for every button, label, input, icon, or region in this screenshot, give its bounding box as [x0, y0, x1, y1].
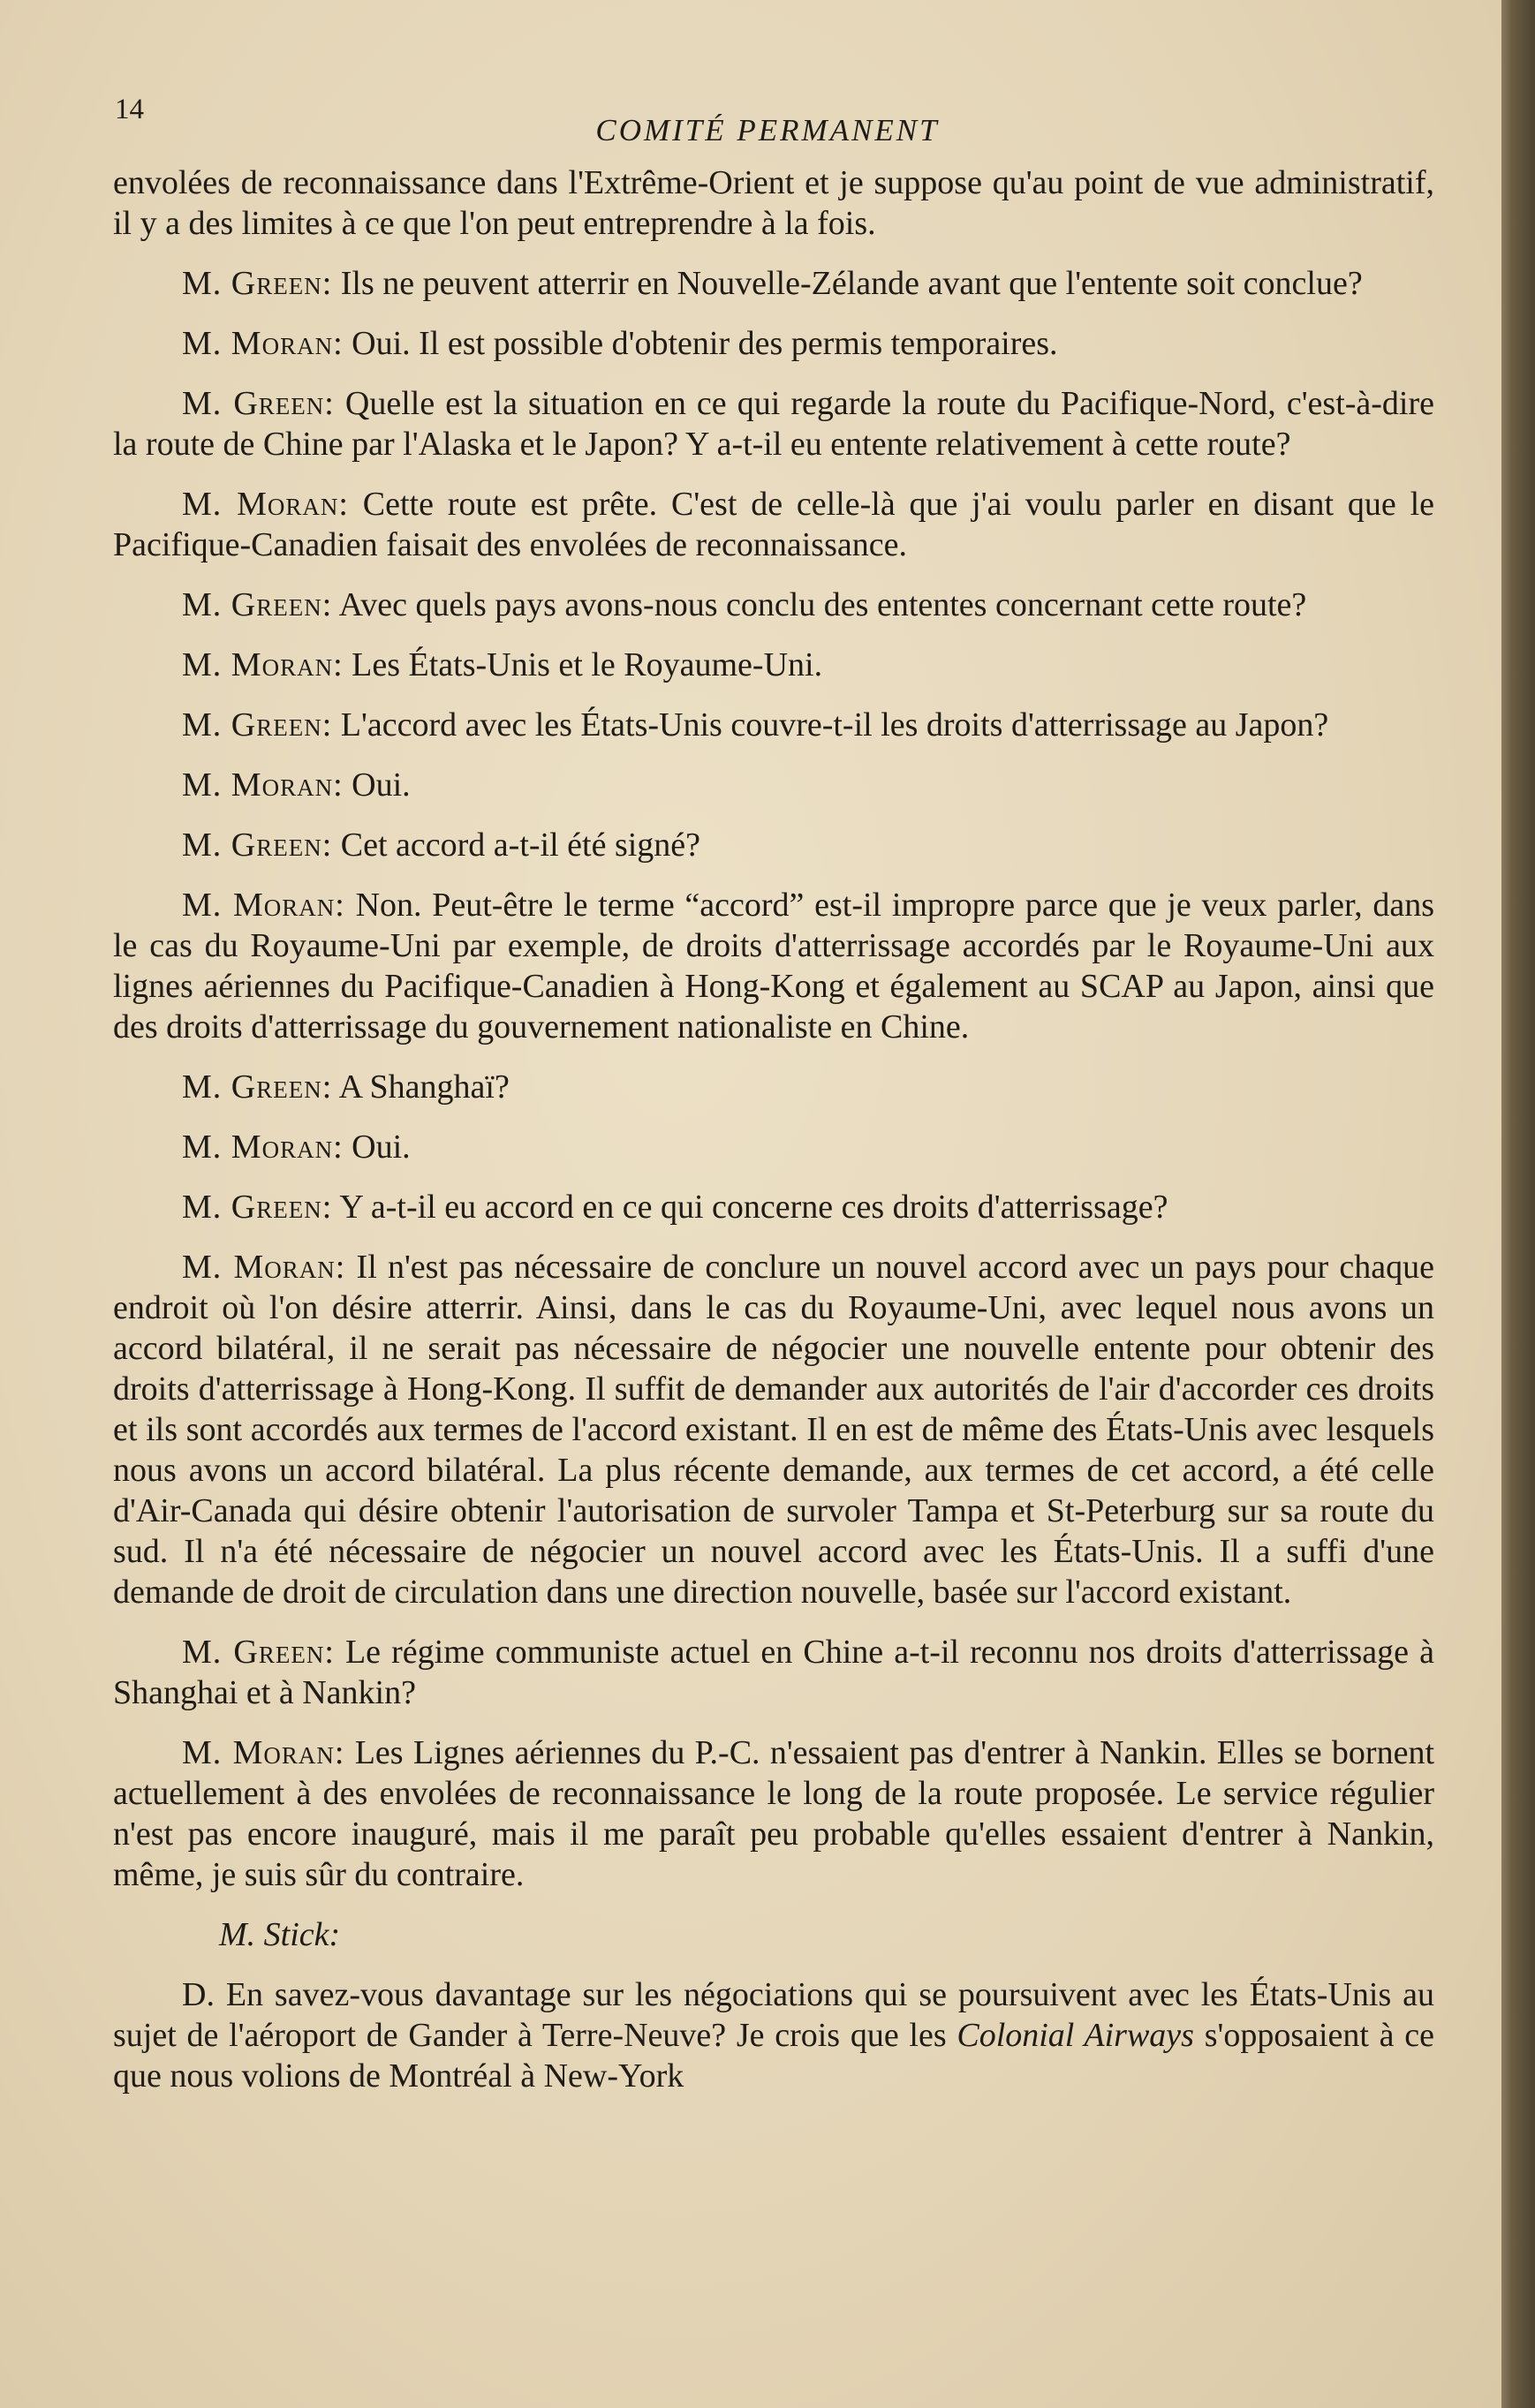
paragraph-10: M. Moran: Non. Peut-être le terme “accord” est-il impropre parce que je veux parler, dans le cas du Royaume-Uni par exemple, de droits d'atterrissage accordés par le Royaume-Uni aux lignes aériennes du Pacifique-Canadien à Hong-Kong et également au SCAP au Japon, ainsi que des droits d'atterrissage du gouvernement nationaliste en Chine.: [113, 887, 1435, 1045]
paragraph-12: M. Moran: Oui.: [182, 1129, 411, 1166]
paragraph-4: M. Moran: Cette route est prête. C'est de celle-là que j'ai voulu parler en disant que le Pacifique-Canadien faisait des envolées de reconnaissance.: [113, 486, 1434, 563]
running-head: COMITÉ PERMANENT: [595, 113, 940, 147]
paragraph-6: M. Moran: Les États-Unis et le Royaume-Uni.: [182, 646, 823, 683]
speaker: M. Green:: [182, 1068, 333, 1106]
paragraph-13: M. Green: Y a-t-il eu accord en ce qui concerne ces droits d'atterrissage?: [182, 1189, 1168, 1226]
paragraph-3: M. Green: Quelle est la situation en ce qui regarde la route du Pacifique-Nord, c'est-à-dire la route de Chine par l'Alaska et le Japon? Y a-t-il eu entente relativement à cette route?: [113, 385, 1435, 463]
speaker: M. Green:: [182, 1189, 333, 1226]
page-number: 14: [115, 94, 144, 125]
speaker: M. Moran:: [182, 325, 344, 362]
speaker: M. Moran:: [182, 1734, 345, 1771]
paragraph-14: M. Moran: Il n'est pas nécessaire de conclure un nouvel accord avec un pays pour chaque endroit où l'on désire atterrir. Ainsi, dans le cas du Royaume-Uni, avec lequel nous avons un accord bilatéral, il ne serait pas nécessaire de négocier une nouvelle entente pour obtenir des droits d'atterrissage à Hong-Kong. Il suffit de demander aux autorités de l'air d'accorder ces droits et ils sont accordés aux termes de l'accord existant. Il en est de même des États-Unis avec lesquels nous avons un accord bilatéral. La plus récente demande, aux termes de cet accord, a été celle d'Air-Canada qui désire obtenir l'autorisation de survoler Tampa et St-Peterburg sur sa route du sud. Il n'a été nécessaire de négocier un nouvel accord avec les États-Unis. Il a suffi d'une demande de droit de circulation dans une direction nouvelle, basée sur l'accord existant.: [113, 1249, 1435, 1611]
speaker: M. Moran:: [182, 646, 344, 683]
paragraph-11: M. Green: A Shanghaï?: [182, 1068, 510, 1106]
speaker: M. Green:: [182, 1634, 335, 1671]
paragraph-8: M. Moran: Oui.: [182, 766, 411, 804]
speaker: M. Moran:: [182, 887, 345, 924]
speaker: M. Green:: [182, 586, 333, 623]
speaker: M. Green:: [182, 385, 335, 422]
paragraph-15: M. Green: Le régime communiste actuel en Chine a-t-il reconnu nos droits d'atterrissage à Shanghai et à Nankin?: [113, 1634, 1434, 1711]
airline-name: Colonial Airways: [957, 2017, 1194, 2054]
paragraph-last: D. En savez-vous davantage sur les négociations qui se poursuivent avec les États-Unis au sujet de l'aéroport de Gander à Terre-Neuve? Je crois que les Colonial Airways s'opposaient à ce que nous volions de Montréal à New-York: [113, 1976, 1435, 2095]
paragraph-5: M. Green: Avec quels pays avons-nous conclu des ententes concernant cette route?: [182, 586, 1307, 623]
speaker: M. Moran:: [182, 1129, 344, 1166]
book-binding-edge: [1501, 0, 1535, 2408]
speaker: M. Green:: [182, 827, 333, 864]
paragraph-2: M. Moran: Oui. Il est possible d'obtenir des permis temporaires.: [182, 325, 1058, 362]
paragraph-1: M. Green: Ils ne peuvent atterrir en Nouvelle-Zélande avant que l'entente soit conclue?: [182, 265, 1363, 302]
speaker: M. Moran:: [182, 486, 349, 523]
speaker: M. Moran:: [182, 766, 344, 804]
section-heading: M. Stick:: [219, 1916, 341, 1953]
paragraph-0: envolées de reconnaissance dans l'Extrême-Orient et je suppose qu'au point de vue administratif, il y a des limites à ce que l'on peut entreprendre à la fois.: [113, 164, 1434, 242]
speaker: M. Green:: [182, 265, 333, 302]
paragraph-9: M. Green: Cet accord a-t-il été signé?: [182, 827, 701, 864]
body-text: [113, 162, 1434, 2116]
paragraph-7: M. Green: L'accord avec les États-Unis couvre-t-il les droits d'atterrissage au Japon?: [182, 706, 1329, 744]
paragraph-16: M. Moran: Les Lignes aériennes du P.-C. n'essaient pas d'entrer à Nankin. Elles se bornent actuellement à des envolées de reconnaissance le long de la route proposée. Le service régulier n'est pas encore inauguré, mais il me paraît peu probable qu'elles essaient d'entrer à Nankin, même, je suis sûr du contraire.: [113, 1734, 1435, 1893]
speaker: M. Moran:: [182, 1249, 346, 1286]
speaker: M. Green:: [182, 706, 333, 744]
